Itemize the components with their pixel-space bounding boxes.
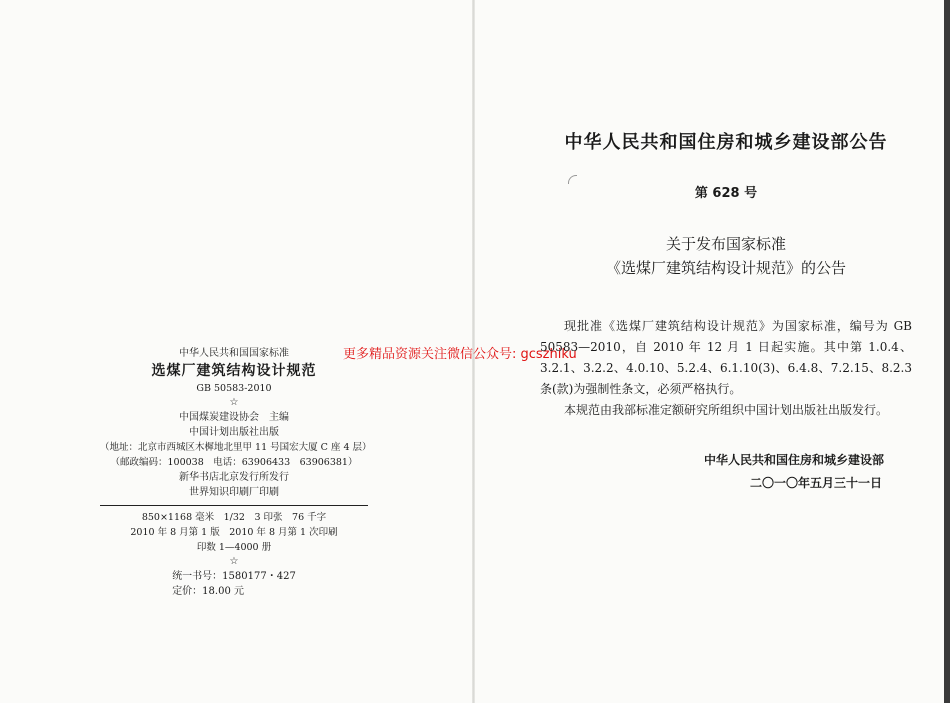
- announcement-body: [540, 316, 912, 421]
- colophon-format: 850×1168 毫米 1/32 3 印张 76 千字: [141, 512, 327, 523]
- colophon-distributor: 新华书店北京发行所发行: [179, 472, 289, 483]
- colophon-edition: 2010 年 8 月第 1 版 2010 年 8 月第 1 次印刷: [130, 527, 338, 538]
- colophon-print-run: 印数 1—4000 册: [196, 542, 272, 553]
- watermark-text: 更多精品资源关注微信公众号: gcszhiku: [343, 347, 577, 362]
- star-icon: ☆: [229, 397, 239, 408]
- colophon-code: GB 50583-2010: [196, 383, 272, 394]
- announcement-number: 第 628 号: [694, 186, 758, 201]
- body-paragraph-1: 现批准《选煤厂建筑结构设计规范》为国家标准，编号为 GB 50583—2010，自 2010 年 12 月 1 日起实施。其中第 1.0.4、3.2.1、3.2.2、4.0.10、5.2.4、6.1.10(3)、6.4.8、7.2.15、8.2.3 条(款)为强制性条文，必须严格执行。: [540, 319, 912, 396]
- colophon-book-number: 统一书号：1580177・427: [172, 571, 296, 582]
- subject-line-2: 《选煤厂建筑结构设计规范》的公告: [605, 259, 846, 277]
- announcement: [540, 120, 912, 491]
- announcement-subject: [540, 232, 912, 280]
- announcement-title: 中华人民共和国住房和城乡建设部公告: [564, 132, 888, 153]
- body-paragraph-2: 本规范由我部标准定额研究所组织中国计划出版社出版发行。: [564, 403, 889, 417]
- colophon-divider: [100, 505, 368, 506]
- colophon-editor: 中国煤炭建设协会 主编: [179, 412, 289, 423]
- signatory: 中华人民共和国住房和城乡建设部: [703, 453, 884, 467]
- star-icon: ☆: [229, 556, 239, 567]
- colophon-series: 中华人民共和国国家标准: [179, 348, 289, 359]
- subject-line-1: 关于发布国家标准: [665, 235, 786, 253]
- colophon-price: 定价：18.00 元: [172, 586, 244, 597]
- colophon-publisher: 中国计划出版社出版: [189, 427, 279, 438]
- price-block: [172, 569, 296, 599]
- page-edge: [944, 0, 950, 703]
- colophon-postal: （邮政编码：100038 电话：63906433 63906381）: [110, 457, 358, 468]
- colophon-printer: 世界知识印刷厂印刷: [189, 487, 279, 498]
- colophon-title: 选煤厂建筑结构设计规范: [151, 363, 317, 379]
- announcement-date: 二〇一〇年五月三十一日: [749, 476, 882, 490]
- colophon: [100, 346, 372, 599]
- colophon-address: （地址：北京市西城区木樨地北里甲 11 号国宏大厦 C 座 4 层）: [100, 442, 372, 453]
